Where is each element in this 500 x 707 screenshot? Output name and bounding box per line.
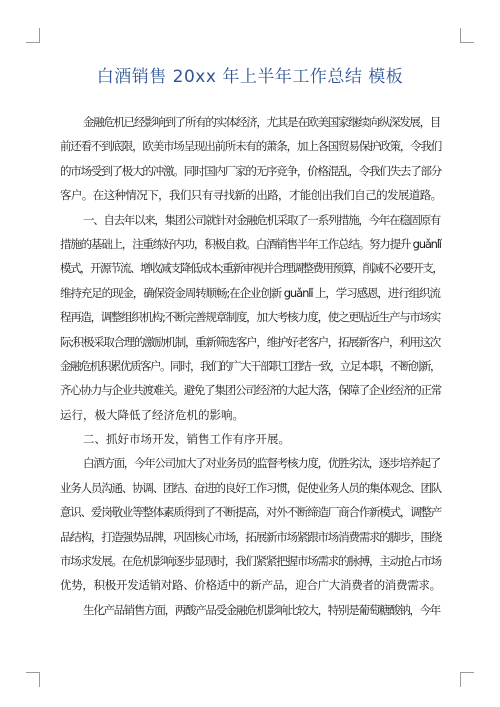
body-text-line: 程再造，调整组织机构;不断完善规章制度，加大考核力度，使之更贴近生产与市场实	[60, 310, 440, 325]
body-text-line: 白酒方面，今年公司加大了对业务员的监督考核力度，优胜劣汰，逐步培养起了	[83, 456, 440, 471]
body-text-line: 二、抓好市场开发，销售工作有序开展。	[83, 432, 290, 447]
body-text-line: 金融危机已经影响到了所有的实体经济，尤其是在欧美国家继续向纵深发展，目	[83, 115, 440, 129]
body-text-line: 品结构，打造强势品牌，巩固核心市场，拓展新市场紧跟市场消费需求的脚步，围绕	[60, 529, 442, 544]
document-body	[60, 110, 442, 622]
crop-mark-bottom-right	[460, 672, 474, 687]
body-text-line: 优势，积极开发适销对路、价格适中的新产品，迎合广大消费者的消费需求。	[60, 578, 441, 593]
body-text-line: 的市场受到了极大的冲激。同时国内厂家的无序竞争，价格混乱，令我们失去了部分	[60, 163, 442, 178]
crop-mark-bottom-left	[26, 672, 40, 687]
body-text-line: 业务人员沟通、协调、团结、奋进的良好工作习惯，促使业务人员的集体观念、团队	[60, 480, 442, 495]
crop-mark-top-left	[26, 28, 40, 43]
body-text-line: 前还看不到底限，欧美市场呈现出前所未有的萧条，加上各国贸易保护政策，令我们	[60, 139, 442, 154]
body-text-line: 金融危机积累优质客户。同时，我们的广大干部职工团结一致，立足本职，不断创新，	[60, 358, 440, 373]
crop-mark-top-right	[460, 28, 474, 43]
body-text-line: 维持充足的现金，确保资金周转顺畅;在企业创新 guǎnlǐ 上，学习感恩，进行组织流	[60, 285, 440, 300]
body-text-line: 模式，开源节流、增收减支降低成本;重新审视并合理调整费用预算，削减不必要开支，	[60, 261, 442, 276]
body-text-line: 客户。在这种情况下，我们只有寻找新的出路，才能创出我们自己的发展道路。	[60, 188, 442, 203]
body-text-line: 意识、爱岗敬业等整体素质得到了不断提高，对外不断缔造厂商合作新模式，调整产	[60, 505, 442, 520]
body-text-line: 措施的基础上，注重练好内功，积极自救。白酒销售半年工作总结。努力提升 guǎnlǐ	[60, 236, 441, 251]
body-text-line: 际;积极采取合理的激励机制，重新筛选客户，维护好老客户，拓展新客户，利用这次	[60, 334, 440, 349]
body-text-line: 齐心协力与企业共渡难关。避免了集团公司经济的大起大落，保障了企业经济的正常	[60, 383, 442, 398]
body-text-line: 市场求发展。在危机影响逐步显现时，我们紧紧把握市场需求的脉搏，主动抢占市场	[60, 554, 442, 569]
document-title: 白酒销售 20xx 年上半年工作总结 模板	[96, 67, 404, 87]
body-text-line: 生化产品销售方面，两酸产品受金融危机影响比较大，特别是葡萄糖酸钠，今年	[83, 602, 440, 617]
body-text-line: 一、自去年以来，集团公司就针对金融危机采取了一系列措施，今年在稳固原有	[83, 212, 440, 227]
body-text-line: 运行，极大降低了经济危机的影响。	[60, 407, 244, 422]
